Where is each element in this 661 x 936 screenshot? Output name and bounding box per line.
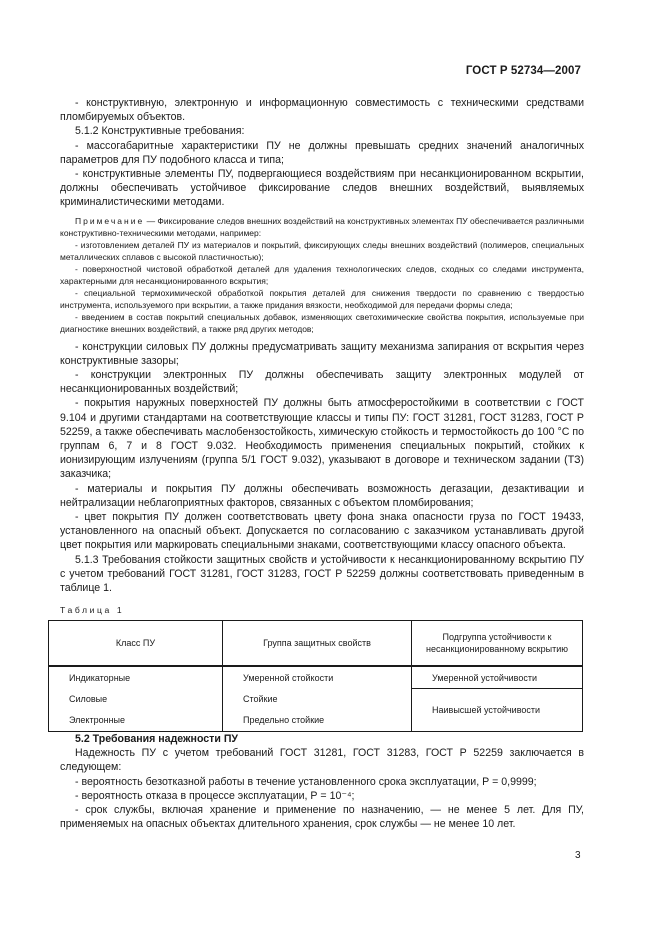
table-header-cell: Подгруппа устойчивости к несанкционированному вскрытию (412, 621, 583, 667)
requirements-table (48, 620, 583, 732)
document-id-header: ГОСТ Р 52734—2007 (465, 65, 581, 77)
table-cell: Умеренной стойкости (223, 666, 412, 689)
paragraph: - массогабаритные характеристики ПУ не должны превышать средних значений аналогичных параметров для ПУ подобного класса и типа; (60, 139, 584, 166)
paragraph: 5.1.2 Конструктивные требования: (75, 125, 245, 138)
table-row (49, 689, 583, 710)
table-header-cell: Группа защитных свойств (223, 621, 412, 667)
document-body (60, 96, 584, 831)
note-item: - изготовлением деталей ПУ из материалов и покрытий, фиксирующих следы внешних воздействий (полимеров, специальных металлических сплавов с высокой пластичностью); (60, 239, 584, 262)
table-cell: Предельно стойкие (223, 710, 412, 732)
section-title: 5.2 Требования надежности ПУ (75, 732, 239, 745)
note-item: - поверхностной чистовой обработкой деталей для удаления технологических следов, сходных со следами инструмента, характерными для несанкционированного вскрытия; (60, 263, 584, 286)
table-cell: Индикаторные (49, 666, 223, 689)
table-header-cell: Класс ПУ (49, 621, 223, 667)
table-caption: Таблица 1 (60, 605, 125, 616)
paragraph: - вероятность безотказной работы в течение установленного срока эксплуатации, Р = 0,9999; (75, 775, 537, 788)
note-paragraph (60, 215, 584, 239)
paragraph: - вероятность отказа в процессе эксплуатации, Р = 10⁻⁴; (75, 789, 355, 802)
paragraph: - конструкции электронных ПУ должны обеспечивать защиту электронных модулей от несанкционированных воздействий; (60, 369, 584, 396)
note-item: - введением в состав покрытий специальных добавок, изменяющих светохимические свойства покрытия, используемые при диагностике внешних воздействий, а также ряд других методов; (60, 311, 584, 334)
paragraph: - покрытия наружных поверхностей ПУ должны быть атмосферостойкими в соответствии с ГОСТ 9.104 и другими стандартами на соответствующие классы и типы ПУ: ГОСТ 31281, ГОСТ 31283, ГОСТ Р 52259, а также обеспечивать маслобензостойкость, химическую стойкость и термостойкость до 100 °С по группам 6, 7 и 8 ГОСТ 9.032. Необходимость применения специальных покрытий, стойких к ионизирующим излучениям (группа 5/1 ГОСТ 9.032), указывают в договоре и техническом задании (ТЗ) заказчика; (60, 397, 584, 481)
note-block (60, 215, 584, 335)
table-row (49, 666, 583, 689)
table-cell: Электронные (49, 710, 223, 732)
note-label: Примечание (75, 215, 145, 226)
paragraph: - конструкции силовых ПУ должны предусматривать защиту механизма запирания от вскрытия через конструктивные зазоры; (60, 340, 584, 367)
page-number: 3 (575, 850, 581, 861)
note-text: — Фиксирование следов внешних воздействий на конструктивных элементах ПУ обеспечивается различными конструктивно-техническими методами, например: (60, 215, 584, 238)
paragraph: Надежность ПУ с учетом требований ГОСТ 31281, ГОСТ 31283, ГОСТ Р 52259 заключается в следующем: (60, 747, 584, 774)
paragraph: - срок службы, включая хранение и применение по назначению, — не менее 5 лет. Для ПУ, применяемых на опасных объектах длительного хранения, срок службы — не менее 10 лет. (60, 804, 584, 831)
paragraph: 5.1.3 Требования стойкости защитных свойств и устойчивости к несанкционированному вскрытию ПУ с учетом требований ГОСТ 31281, ГОСТ 31283, ГОСТ Р 52259 должны соответствовать приведенным в таблице 1. (60, 553, 584, 595)
paragraph: - конструктивные элементы ПУ, подвергающиеся воздействиям при несанкционированном вскрытии, должны обеспечивать устойчивое фиксирование следов внешних воздействий, выявляемых криминалистическими методами. (60, 168, 584, 209)
paragraph: - материалы и покрытия ПУ должны обеспечивать возможность дегазации, дезактивации и нейтрализации неблагоприятных факторов, связанных с объектом пломбирования; (60, 482, 584, 509)
table-cell: Умеренной устойчивости (412, 666, 583, 689)
table-cell: Силовые (49, 689, 223, 710)
table-cell: Стойкие (223, 689, 412, 710)
paragraph: - цвет покрытия ПУ должен соответствовать цвету фона знака опасности груза по ГОСТ 19433, установленного на опасный объект. Допускается по согласованию с заказчиком устанавливать другой цвет покрытия или маркировать специальными знаками, соответствующими классу опасного объекта. (60, 511, 584, 552)
table-cell: Наивысшей устойчивости (412, 689, 583, 732)
paragraph: - конструктивную, электронную и информационную совместимость с техническими средствами пломбируемых объектов. (60, 97, 584, 124)
note-item: - специальной термохимической обработкой покрытия деталей для снижения твердости по сравнению с твердостью инструмента, используемого при вскрытии, а также придания вязкости, необходимой для передачи формы следа; (60, 287, 584, 310)
